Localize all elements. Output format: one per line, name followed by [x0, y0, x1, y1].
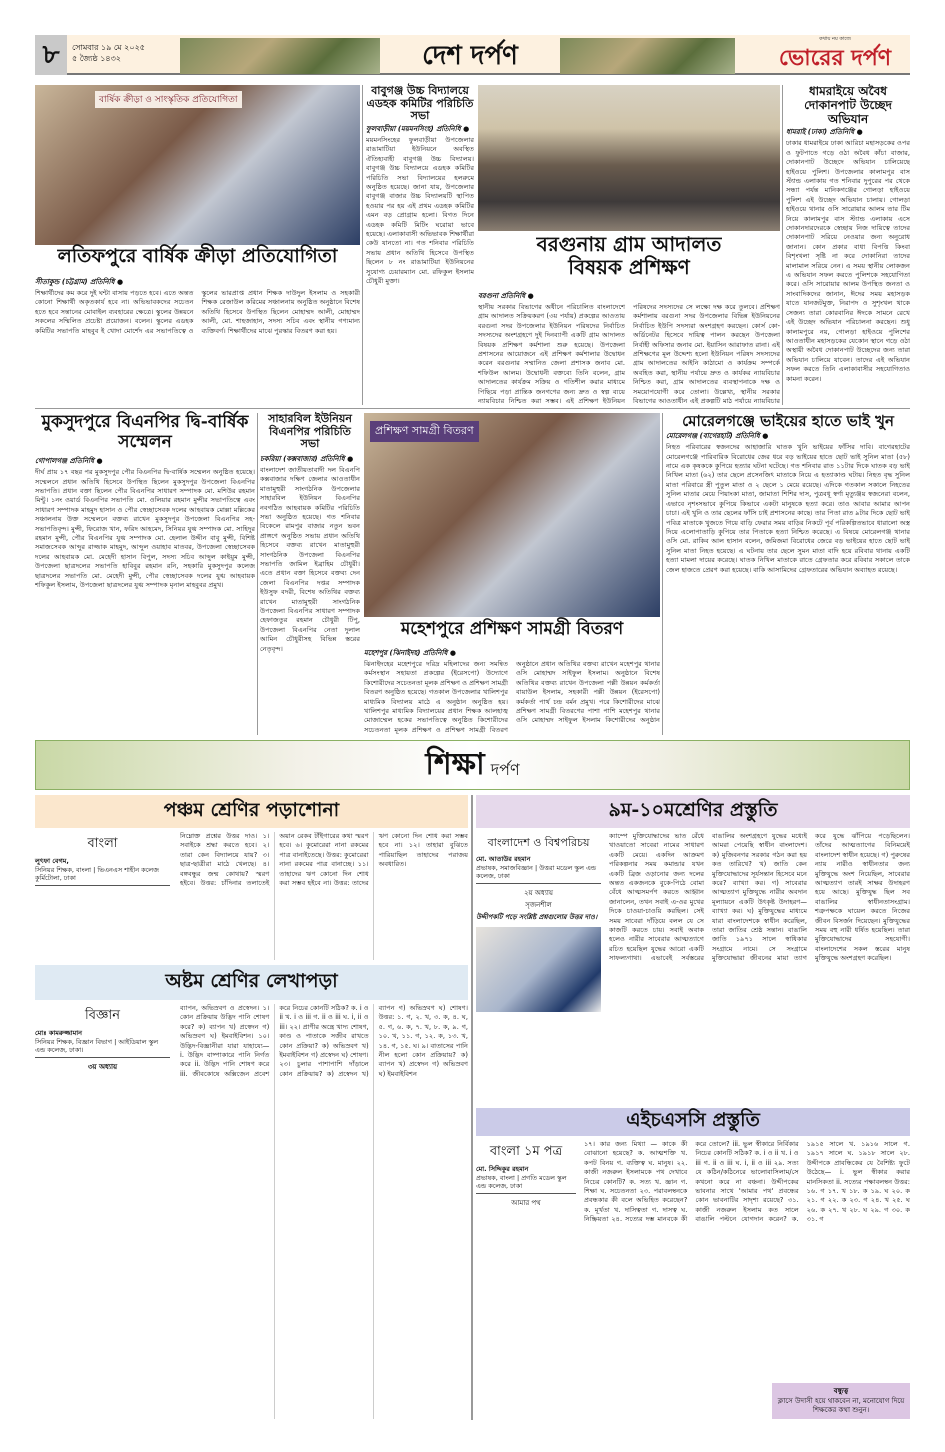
latifpur-photo — [35, 85, 360, 245]
photo-banner-text: বার্ষিক ক্রীড়া ও সাংস্কৃতিক প্রতিযোগিতা — [95, 91, 242, 108]
photo-banner-text: প্রশিক্ষণ সামগ্রী বিতরণ — [370, 421, 479, 442]
tip-box — [772, 1383, 910, 1419]
class9-10-author: মো. আতাউর রহমান — [476, 855, 531, 863]
article-body: স্থানীয় সরকার বিভাগের অধীনে পরিচালিত বাংলাদেশে গ্রাম আদালত সক্রিয়করণ (৩য় পর্যায়) প্রকল্পের আওতায় বরগুনা সদর উপজেলার ইউনিয়ন পরিষদের নির্বাচিত সদস্যদের অংশগ্রহণে দুই দিনব্যাপী একটি গ্রাম আদালত বিষয়ক প্রশিক্ষণ কর্মশালা শুরু হয়েছে। উপজেলা প্রশাসনের আয়োজনে এই প্রশিক্ষণ কর্মশালার উদ্বোধন করেন বরগুনার সম্মানিত জেলা প্রশাসক জনাব মো. শফিউল আলম। উদ্বোধনী বক্তব্যে তিনি বলেন, গ্রাম আদালতের কার্যক্রম সক্রিয় ও গতিশীল করার মাধ্যমে পিছিয়ে পড়া প্রান্তিক জনগণের জন্য দ্রুত ও স্বল্প ব্যয়ে ন্যায়বিচার নিশ্চিত করা সম্ভব। এই প্রশিক্ষণ ইউনিয়ন পরিষদের সদস্যদের সে লক্ষ্যে দক্ষ করে তুলবে। প্রশিক্ষণ কর্মশালায় বরগুনা সদর উপজেলার বিভিন্ন ইউনিয়নের নির্বাচিত ইউপি সদস্যরা অংশগ্রহণ করছেন। কোর্স কো-অর্ডিনেটর হিসেবে দায়িত্ব পালন করছেন উপজেলা নির্বাহী অফিসার জনাব মো. ইয়াসিন আরাফাত রানা। এই প্রশিক্ষণের মূল উদ্দেশ্য হলো ইউনিয়ন পরিষদ সদস্যদের গ্রাম আদালতের আইনি কাঠামো ও কার্যক্রম সম্পর্কে অবহিত করা, স্থানীয় পর্যায়ে দ্রুত ও কার্যকর ন্যায়বিচার নিশ্চিত করা, গ্রাম আদালতের ব্যবস্থাপনাকে দক্ষ ও সময়োপযোগী করে তোলা। উল্লেখ্য, স্থানীয় সরকার বিভাগের আওতাধীন এই প্রকল্পটি মাঠ পর্যায়ে ন্যায়বিচার — [478, 303, 780, 406]
header-photo-strip-right — [560, 38, 735, 74]
article-muksudpur — [35, 413, 255, 735]
headline-muksudpur: মুকসুদপুরে বিএনপির দ্বি-বার্ষিক সম্মেলন — [41, 412, 249, 452]
article-body: দীর্ঘ প্রায় ১৭ বছর পর মুকসুদপুর পৌর বিএনপির দ্বি-বার্ষিক সম্মেলন অনুষ্ঠিত হয়েছে। সম্মেলনে প্রধান অতিথি হিসেবে উপস্থিত ছিলেন মুকসুদপুর উপজেলা বিএনপির সভাপতি। প্রধান বক্তা ছিলেন পৌর বিএনপির সাধারণ সম্পাদক মো. মশিউর রহমান মিন্টু। ১নং ওয়ার্ড বিএনপির সভাপতি মো. ওলিয়ার রহমান মুন্সীর সভাপতিত্বে এবং সাধারণ সম্পাদক মাহমুদ হাসান ও পৌর স্বেচ্ছাসেবক দলের আহবায়ক মোল্লা মল্লিকের সঞ্চালনায় উক্ত সম্মেলনে বক্তব্য রাখেন মুকসুদপুর উপজেলা বিএনপির সহ-সভাপতিবৃন্দ। মুন্সী, ফিরোজ খান, ফরিদ আহমেদ, সিনিয়র যুগ্ম সম্পাদক মো. সাহিদুর রহমান মুন্সী, পৌর বিএনপির যুগ্ম সম্পাদক মো. হেলাল উদ্দীন বাবু মুন্সী, বিশিষ্ট সমাজসেবক আব্দুর রাজ্জাক মাহমুদ, আব্দুল ওয়াহাব মাতবর, উপজেলা স্বেচ্ছাসেবক দলের আহবায়ক মো. মেহেদী হাসান বিপুল, সদস্য সচিব আব্দুল কাইয়ুম মুন্সী, উপজেলা ছাত্রদলের সভাপতি হাবিবুর রহমান রনি, সহকারি মুকসুদপুর কলেজ ছাত্রদলের সভাপতি মো. মেহেদী মুন্সী, পৌর স্বেচ্ছাসেবক দলের যুগ্ম আহবায়ক শফিকুল ইসলাম, উপজেলা ছাত্রদলের যুগ্ম সম্পাদক মৃনাল মাহবুবর প্রমুখ। — [35, 468, 255, 589]
hsc-subject: বাংলা ১ম পত্র — [489, 1144, 563, 1159]
byline: বরগুনা প্রতিনিধি ● — [478, 292, 534, 300]
article-saharbil — [260, 413, 360, 735]
tip-body: ক্লাসে উদাসী হয়ে থাকবেন না, মনোযোগ দিয়ে শিক্ষকের কথা শুনুন। — [777, 1397, 905, 1414]
newspaper-logo — [760, 36, 910, 74]
class5-author-block — [35, 857, 170, 886]
class5-sidebar — [35, 832, 170, 889]
class5-author-info: সিনিয়র শিক্ষক, বাংলা | ভিএনএস শাহীন কলেজ কুর্মিটোলা, ঢাকা — [35, 865, 159, 882]
header-photo-strip-left — [180, 38, 380, 74]
class8-chapter: ৩য় অধ্যায় — [87, 1062, 118, 1071]
hsc-sidebar — [476, 1140, 576, 1209]
hsc-chapter: আমার পথ — [511, 1198, 541, 1207]
byline: গোপালগঞ্জ প্রতিনিধি ● — [35, 457, 103, 466]
class9-10-header: ৯ম-১০মশ্রেণির প্রস্তুতি — [476, 795, 910, 828]
headline-morelganj: মোরেলগঞ্জে ভাইয়ের হাতে ভাই খুন — [682, 412, 894, 430]
class8-author: মোঃ কামরুজ্জামান — [35, 1029, 82, 1037]
article-body: বাংলাদেশ জাতীয়তাবাদী দল বিএনপি কক্সবাজার দক্ষিণ জেলার আওতাধীন মাতামুহুরী সাংগঠনিক উপজেলার সাহারবিল ইউনিয়ন বিএনপির নবগঠিত আহবায়ক কমিটির পরিচিতি সভা অনুষ্ঠিত হয়েছে। গত শনিবার বিকেলে রামপুর বাজার নতুন ভবন প্রাঙ্গণে অনুষ্ঠিত সভায় প্রধান অতিথি হিসেবে বক্তব্য রাখেন মাতামুহুরী সাংগঠনিক উপজেলা বিএনপির সভাপতি জামিল ইব্রাহিম চৌধুরী। এতে প্রধান বক্তা হিসেবে বক্তব্য দেন জেলা বিএনপির দপ্তর সম্পাদক ইউসুফ বদরী, বিশেষ অতিথির বক্তব্য রাখেন মাতামুহুরী সাংগঠনিক উপজেলা বিএনপির সাধারণ সম্পাদক হেফাজতুর রহমান চৌধুরী টিপু, উপজেলা বিএনপির নেতা দুলাল আমিন চৌধুরীসহ বিভিন্ন স্তরের নেতৃবৃন্দ। — [260, 465, 360, 653]
class5-body: নিম্নোক্ত প্রশ্নের উত্তর দাও। ১। সবাইকে শ্রদ্ধা করতে হবে। ২। তারা কেন বিদ্যালয়ে যায়? ৩। ছাত্র-ছাত্রীরা মাঠে খেলছে। ৪। বঙ্গবন্ধুর জন্ম কোথায়? স্মরণ হইবে। উত্তর: চাঁদিনার তলাতেই অয়ান রেকব টাঁইগারের কথা স্মরণ হবে। ৬। কুমোরেরা নানা রকমের পাত্র বানাইতেছে। উত্তর: কুমোরেরা নানা রকমের পাত্র বানাচ্ছে। ১১। তাহাদের ঋণ কোনো দিন শোধ করা সম্ভব হইবে না। উত্তর: তাদের ঋণ কোনো দিন শোধ করা সম্ভব হবে না। ১২। তাহারা বুঝিতে পারিয়াছিল তাহাদের পরাজয় অবধারিত। — [180, 832, 468, 888]
class8-body: ব্যাপন, অভিস্রবণ ও প্রস্বেদন। ১। কোন প্রক্রিয়ায় উদ্ভিদ পানি শোষণ করে? ক) ব্যাপন খ) প্রস্বেদন গ) অভিস্রবণ ঘ) ইমবাইবিশন। ১০। উদ্ভিদ-বিজ্ঞানীরা যারা যাহায্যে— i. উদ্ভিদ বাষ্পাকারে পানি নির্গত করে ii. উদ্ভিদ পানি শোষণ করে iii. জীবকোষে অক্সিজেন প্রবেশ করে নিচের কোনটি সঠিক? ক. i ও ii খ. i ও iii গ. ii ও iii ঘ. i, ii ও iii। ২২। প্রাণীর অন্ত্রে খাদ্য শোষণ, কাণ্ড ও পাতাকে সজীব রাখতে কোন প্রক্রিয়া? ক) অভিস্রবণ খ) ইমবাইবিশন গ) প্রস্বেদন ঘ) শোষণ। ২৩। চুলার পাশাপাশি দাঁড়ালে কোন প্রক্রিয়ায়? ক) প্রস্বেদন খ) ব্যাপন গ) অভিস্রবণ ঘ) শোষণ। উত্তর: ১. গ, ২. খ, ৩. ক, ৪. ঘ, ৫. গ, ৬. ক, ৭. খ, ৮. ক, ৯. গ, ১০. খ, ১১. গ, ১২. ক, ১৩. খ, ১৪. গ, ১৫. ঘ। ৯। বাতাসের পানি নীল হলো কোন প্রক্রিয়ায়? ক) ব্যাপন খ) প্রস্বেদন গ) অভিস্রবণ ঘ) ইমবাইবিশন — [180, 1004, 468, 1078]
section-divider — [471, 795, 473, 1420]
byline: সীতাকুন্ড (চট্টগ্রাম) প্রতিনিধি ● — [35, 278, 124, 286]
column-divider — [782, 85, 783, 405]
headline-latifpur: লতিফপুরে বার্ষিক ক্রীড়া প্রতিযোগিতা — [57, 245, 338, 267]
class9-10-body: ক্যাম্পে মুক্তিযোদ্ধাদের ভাত রেঁধে খাওয়াতো সাবেরা নামের সাধারণ একটি মেয়ে। একদিন আক্রমণ পরিকল্পনার সময় কমান্ডার যখন একটি ব্রিজ ওড়ানোর জন্য দলের অন্তত একজনকে বুকে-পিঠে বোমা বেঁধে আত্মসমর্পণ করতে আহ্বান জানালেন, তখন সবাই এ-ওর মুখের দিকে চাওয়া-চাওয়ি করছিল। সেই সময় সাবেরা দাঁড়িয়ে বলল যে সে কাজটি করতে চায়। সবাই অবাক হলেও নারীর সাবেরার আত্মত্যাগে রচিত হয়েছিল যুদ্ধের আরো একটি সাফল্যগাথা। এভাবেই সর্বস্তরের বাঙালির অংশগ্রহণে যুদ্ধের মধ্যেই আমরা পেয়েছি স্বাধীন বাংলাদেশ। ক) মুজিবনগর সরকার গঠন করা হয় কত তারিখে? খ) জাতি কেন মুক্তিযোদ্ধাদের সূর্যসন্তান হিসেবে মনে করে? ব্যাখ্যা কর। গ) সাবেরার আত্মত্যাগ মুক্তিযুদ্ধে নারীর অবদান মূল্যায়নে একটি উৎকৃষ্ট উদাহরণ—ব্যাখ্যা কর। ঘ) মুক্তিযুদ্ধের মাধ্যমে যারা বাংলাদেশকে স্বাধীন করেছিল, তারা জাতির শ্রেষ্ঠ সন্তান। বাঙালি জাতি ১৯৭১ সালে স্বাধিকার সংগ্রামে নামে। সে সংগ্রামে মুক্তিযোদ্ধারা জীবনের মায়া ত্যাগ করে যুদ্ধে ঝাঁপিয়ে পড়েছিলেন। তাঁদের আত্মত্যাগের বিনিময়েই বাংলাদেশ স্বাধীন হয়েছে। গ) পুরুষের ন্যায় নারীও স্বাধীনতার জন্য মুক্তিযুদ্ধে অংশ নিয়েছিল, সাবেরার আত্মত্যাগ তারই সাক্ষর উদাহরণ হয়ে আছে। মুক্তিযুদ্ধ ছিল সব বাঙালির স্বাধীনতাসংগ্রাম। শত্রুপক্ষকে ঘায়েল করতে নিজের জীবন বিসর্জন দিয়েছেন। মুক্তিযুদ্ধের সময় বহু নারী ধর্ষিত হয়েছিল। তারা মুক্তিযোদ্ধাদের সহযোগী। বাংলাদেশের সকল স্তরের মানুষ মুক্তিযুদ্ধে অংশগ্রহণ করেছিল। — [609, 832, 910, 963]
barguna-photo — [478, 85, 780, 231]
class8-sidebar — [35, 1004, 170, 1073]
article-morelganj — [666, 413, 910, 735]
hsc-author-block — [476, 1165, 576, 1194]
headline-line: বিষয়ক প্রশিক্ষণ — [568, 255, 690, 279]
hsc-content — [476, 1140, 910, 1420]
class8-author-block — [35, 1029, 170, 1058]
page-number: ৮ — [35, 35, 67, 75]
class9-10-author-block — [476, 855, 601, 884]
article-dhamrai — [786, 85, 910, 407]
class5-author: লুৎফা বেগম, — [35, 857, 69, 865]
date-bengali: ৫ জ্যৈষ্ঠ ১৪৩২ — [72, 54, 121, 63]
class5-subject: বাংলা — [87, 836, 118, 851]
headline-barguna — [478, 233, 780, 279]
headline-line: বরগুনায় গ্রাম আদালত — [536, 232, 722, 256]
class9-10-subject: বাংলাদেশ ও বিশ্বপরিচয় — [487, 836, 590, 849]
article-babuganj — [366, 85, 474, 405]
article-body: ঢাকার ধামরাইয়ে ঢাকা আরিচা মহাসড়কের ওপর ও ফুটপাতে গড়ে ওঠা অবৈধ কাঁচা বাজার, দোকানপাট উচ্ছেদে অভিযান চালিয়েছে হাইওয়ে পুলিশ। উপজেলার কালামপুর বাস স্ট্যান্ড এলাকায় গত শনিবার দুপুরের পর থেকে সন্ধ্যা পর্যন্ত মানিকগঞ্জের গোলড়া হাইওয়ে পুলিশ এই উচ্ছেদ অভিযান চালায়। গোলড়া হাইওয়ে থানার ওসি সারোয়ার আলম তার টিম নিয়ে কালামপুর বাস স্ট্যান্ড এলাকায় এসে দোকানদারদেরকে স্বেচ্ছায় নিজ দায়িত্বে তাদের দোকানপাট সরিয়ে নেওয়ার জন্য অনুরোধ জানান। কোন প্রকার বাধা বিপত্তি কিংবা বিশৃংখলা সৃষ্টি না করে দোকানিরা তাদের মালামাল সরিয়ে নেন। এ সময় স্থানীয় লোকজন এ অভিযান সফল করতে পুলিশকে সহযোগিতা করে। ওসি সারোয়ার আলম উপস্থিত জনতা ও সাংবাদিকদের জানান, ঈদের সময় মহাসড়ক যাতে যানজটমুক্ত, নিরাপদ ও সুশৃংখল থাকে সেজন্য তারা কোরবানির ঈদকে সামনে রেখে এই উচ্ছেদ অভিযান পরিচালনা করছেন। শুধু কালামপুরে নয়, গোলড়া হাইওয়ে পুলিশের আওতাধীন মহাসড়কের যেকোন স্থানে গড়ে ওঠা অস্থায়ী অবৈধ দোকানপাট উচ্ছেদের জন্য তারা অভিযান চালিয়ে যাবেন। তাদের এই অভিযান সফল করতে তিনি এলাকাবাসীর সহযোগিতাও কামনা করেন। — [786, 139, 910, 383]
hsc-author-info: প্রভাষক, বাংলা | প্রগতি মডেল স্কুল এন্ড কলেজ, ঢাকা — [476, 1173, 567, 1190]
education-banner — [35, 740, 910, 790]
logo-tagline: কথায় নয় কাজে — [819, 36, 851, 42]
article-body: শিক্ষার্থীদের কম করে দুই ঘন্টা বাসায় পড়তে হবে। এতে অন্তত কোনো শিক্ষার্থী অকৃতকার্য হবে না। অভিভাবকদের সচেতন হতে হবে সন্তানের মোবাইল ব্যবহারের ক্ষেত্রে। স্কুলের উন্নয়নে সকলের সম্মিলিত প্রচেষ্টা প্রয়োজন। বলেন। স্কুলের এডহক কমিটির সভাপতি মাহবুব ই খোদা মোর্শেদ এর সভাপতিত্বে ও স্কুলের ভারপ্রাপ্ত প্রধান শিক্ষক দাউদুল ইসলাম ও সহকারী শিক্ষক রেজাউল করিমের সঞ্চালনায় অনুষ্ঠিত অনুষ্ঠানে বিশেষ অতিথি হিসেবে উপস্থিত ছিলেন মোহাম্মদ আলী, মোহাম্মদ আলী, মো. শাহজাহান, সদস্য সচিব এবং স্থানীয় গণ্যমান্য ব্যক্তিবর্গ। শিক্ষার্থীদের মাঝে পুরস্কার বিতরণ করা হয়। — [35, 289, 360, 335]
class9-10-author-info: প্রভাষক, সমাজবিজ্ঞান | উত্তরা মডেল স্কুল এন্ড কলেজ, ঢাকা — [476, 863, 597, 880]
row-divider — [35, 408, 910, 409]
headline-babuganj: বাবুগঞ্জ উচ্চ বিদ্যালয়ে এডহক কমিটির পরিচিতি সভা — [366, 84, 474, 123]
byline: মহেশপুর (ঝিনাইদহ) প্রতিনিধি ● — [364, 649, 457, 657]
byline: চকরিয়া (কক্সবাজার) প্রতিনিধি ● — [260, 454, 354, 463]
byline: ধামরাই (ঢাকা) প্রতিনিধি ● — [786, 128, 863, 137]
class9-10-sidebar — [476, 832, 601, 1012]
class9-10-type: সৃজনশীল — [525, 900, 552, 909]
class8-author-info: সিনিয়র শিক্ষক, বিজ্ঞান বিভাগ | আইডিয়াল স্কুল এন্ড কলেজ, ঢাকা। — [35, 1037, 159, 1054]
education-banner-title: শিক্ষা — [425, 746, 485, 782]
hsc-author: মো. সিদ্দিকুর রহমান — [476, 1165, 529, 1173]
class8-header: অষ্টম শ্রেণির লেখাপড়া — [35, 965, 468, 1000]
education-banner-subtitle: দর্পণ — [490, 759, 520, 779]
class9-10-prompt: উদ্দীপকটি পড়ে সংশ্লিষ্ট প্রশ্নগুলোর উত্তর দাও। — [476, 912, 598, 921]
article-latifpur — [35, 276, 360, 406]
hsc-body: ১৭। কার জন্য মিথ্যা — কাকে কী বোঝানো হয়েছে? ক. আত্মশক্তি খ. কপট বিনয় গ. ব্যক্তিত্ব ঘ. মানুষ। ২২. কাজী নজরুল ইসলামকে পথ দেখাবে নিচের কোনটি? ক. সত্য খ. জ্ঞান গ. শিক্ষা ঘ. সচেতনতা ২৩. পরাবলম্বনকে প্রবন্ধকার কী বলে অভিহিত করেছেন? ক. মূর্খতা খ. দাসিত্বতা গ. দাসত্ব ঘ. নিষ্ক্রিয়তা ২৪. সত্যের দম্ভ মানবকে কী করে তোলে? iii. ভুল স্বীকারে নির্বিকার নিচের কোনটি সঠিক? ক. i ও ii খ. i ও iii গ. ii ও iii ঘ. i, ii ও iii ২৯. সত্য যে কঠিন/কঠিনেরে ভালোবাসিলাম/সে কখনো করে না বঞ্চনা। উদ্দীপকের ভাবনার সাথে 'আমার পথ' প্রবন্ধের কোন ভাবনাটির সাদৃশ্য রয়েছে? ৩১. কাজী নজরুল ইসলাম কত সালে বাঙালি পল্টনে যোগদান করেন? ক. ১৯১৫ সালে খ. ১৯১৬ সালে গ. ১৯১৭ সালে ঘ. ১৯১৮ সালে ২৮. উদ্দীপকে প্রাবন্ধিকের যে বৈশিষ্ট্য ফুটে উঠেছে— i. ভুল স্বীকার করার মানসিকতা ii. সত্যের পক্ষাবলম্বন উত্তর: ১৬. গ ১৭. খ ১৮. ক ১৯. ঘ ২০. ক ২১. গ ২২. ক ২৩. গ ২৪. খ ২৫. ঘ ২৬. ক ২৭. খ ২৮. ঘ ২৯. গ ৩০. ক ৩১. গ — [584, 1140, 910, 1224]
class5-header: পঞ্চম শ্রেণির পড়াশোনা — [35, 795, 468, 828]
article-body: ঝিনাইদহের মহেশপুরে দরিদ্র মহিলাদের জন্য সমন্বিত কর্মসংস্থান সহায়তা প্রকল্পের (ইরেসপো) উদ্যোগে কিশোরীদের সচেতনতা মূলক প্রশিক্ষণ ও প্রশিক্ষণ সামগ্রী বিতরণ অনুষ্ঠিত হয়েছে। গতকাল উপজেলার খালিশপুর মাধ্যমিক বিদ্যালয় মাঠে এ অনুষ্ঠান অনুষ্ঠিত হয়। খালিশপুর মাধ্যমিক বিদ্যালয়ের প্রধান শিক্ষক আলহাজ্ব মোজাম্মেল হকের সভাপতিত্বে অনুষ্ঠিত কিশোরীদের সচেতনতা মূলক প্রশিক্ষণ ও প্রশিক্ষণ সামগ্রী বিতরণ অনুষ্ঠানে প্রধান অতিথির বক্তব্য রাখেন মহেশপুর থানার ওসি মোহাম্মদ সাইফুল ইসলাম। অনুষ্ঠানে বিশেষ অতিথির বক্তব্য রাখেন উপজেলা পল্লী উন্নয়ন কর্মকর্তা বায়াউল ইসলাম, সহকারী পল্লী উন্নয়ন (ইরেসপো) কর্মকর্তা পার্থ চন্দ্র বর্মন প্রমুখ। পরে কিশোরীদের মাঝে প্রশিক্ষণ সামগ্রী বিতরণের পাশা পাশি মহেশপুর থানার ওসি মোহাম্মদ সাইফুল ইসলাম কিশোরীদের অনুষ্ঠান — [364, 660, 660, 734]
class9-10-chapter: ২য় অধ্যায় — [523, 888, 554, 897]
article-barguna — [478, 290, 780, 406]
class8-subject: বিজ্ঞান — [85, 1008, 120, 1023]
hsc-header: এইচএসসি প্রস্তুতি — [476, 1108, 910, 1136]
column-divider — [662, 413, 663, 735]
students-photo — [476, 927, 601, 1012]
byline: মোরেলগঞ্জ (বাগেরহাট) প্রতিনিধি ● — [666, 432, 769, 441]
section-title: দেশ দর্পণ — [422, 41, 518, 71]
headline-saharbil: সাহারবিল ইউনিয়ন বিএনপির পরিচিতি সভা — [268, 412, 352, 451]
tip-title: বন্ধুত্ব — [833, 1387, 849, 1395]
headline-maheshpur: মহেশপুরে প্রশিক্ষণ সামগ্রী বিতরণ — [400, 619, 624, 639]
maheshpur-photo — [364, 413, 660, 617]
class8-content — [35, 1004, 468, 1419]
article-body: নিহত পরিবারের স্বজনদের আহাজারি ঘাতক খুনি ভাইয়ের ফাঁসির দাবি। বাগেরহাটের মোরেলগঞ্জে পারিবারিক বিরোধের জের ধরে বড় ভাইয়ের হাতে ছোট ভাই সুনিল মাতা (৫৮) নামে এক কৃষককে কুপিয়ে হত্যার ঘটনা ঘটেছে। গত শনিবার রাত ১১টার দিকে ঘাতক বড় ভাই নিখিল মাতা (৬২) তার ছেলে প্রসেনজিৎ মাতাকে নিয়ে এ হত্যাকাণ্ড ঘটায়। নিহত বৃদ্ধ সুনিল মাতা পরিবারে স্ত্রী পুতুল মাতা ও ২ ছেলে ১ মেয়ে রয়েছে। এদিকে গতকাল সকালে নিহতের সুনিল মাতার মেয়ে পিয়াংকা মাতা, জামাতা শিশির দাস, পুত্রবধূ স্বর্ণা মৃত্যুঞ্জয় স্বজনেরা বলেন, এভাবে নৃশংসভাবে কুপিয়ে কিভাবে একটা মানুষকে হত্যা করে। তাও আবার আমার আপন চাচা। এই খুনি ও তার ছেলের ফাঁসি চাই প্রশাসনের কাছে। তার পিতা রাত ৯টার দিকে ছোট ভাই পবিত্র মাতাকে খুজতে গিয়ে বাড়ি ফেরার সময় বাড়ির নিকটে পূর্ব পরিকল্পিতভাবে ধারালো অস্ত্র দিয়ে এলোপাতাড়ি কুপিয়ে তার পিতাকে হত্যা নিশ্চিত করেছে। এ বিষয়ে মোরেলগঞ্জ থানার ওসি মো. রাকিব আল হাসান বলেন, জমিজমা বিরোধের জেরে বড় ভাইয়ের হাতে ছোট ভাই সুনিল মাতা নিহত হয়েছে। এ ঘটনায় তার ছেলে সুমন মাতা বাদি হয়ে রবিবার থানায় একটি হত্যা মামলা দায়ের করেছে। ঘাতক নিখিল মাতাকে রাতে গ্রেফতার করে রবিবার সকালে তাকে জেল হাজতে প্রেরণ করা হয়েছে। বাকি আসামিদের গ্রেফতারের অভিযান অব্যাহত রয়েছে। — [666, 443, 910, 574]
article-maheshpur — [364, 647, 660, 735]
logo-text: ভোরের দর্পণ — [778, 45, 892, 71]
column-divider — [362, 85, 363, 405]
class5-content — [35, 832, 468, 960]
class9-10-content — [476, 832, 910, 1104]
article-body: ময়মনসিংহের ফুলবাড়ীয়া উপজেলার রাঙামাটিয়া ইউনিয়নে অবস্থিত ঐতিহ্যবাহী বাবুগঞ্জ উচ্চ বিদ্যালয়। বাবুগঞ্জ উচ্চ বিদ্যালয়ে এডহক কমিটির পরিচিতি সভা বিদ্যালয়ের হলরুমে অনুষ্ঠিত হয়েছে। জানা যায়, উপজেলার বাবুগঞ্জ বাজার উচ্চ বিদ্যালয়টি স্থাপিত হওয়ার পর হয় এই প্রথম এডহক কমিটির এমন বড় প্রোগ্রাম হলো। বিগত দিনে এডহক কমিটি মিটিং ঘরোয়া ভাবে হয়েছে। এলাকাবাসী অভিভাবক শিক্ষার্থীরা কেউ যানতো না। গত শনিবার পরিচিতি সভায় প্রধান অতিথি হিসেবে উপস্থিত ছিলেন ৮ নং রাঙামাটিয়া ইউনিয়নের সুযোগ্য চেয়ারম্যান মো. রফিকুল ইসলাম চৌধুরী মুক্তা। — [366, 135, 474, 286]
byline: ফুলবাড়ীয়া (ময়মনসিংহ) প্রতিনিধি ● — [366, 124, 470, 133]
date-gregorian: সোমবার ১৯ মে ২০২৫ — [72, 43, 145, 52]
column-divider — [257, 413, 258, 735]
date — [72, 42, 172, 64]
headline-dhamrai: ধামরাইয়ে অবৈধ দোকানপাট উচ্ছেদ অভিযান — [804, 84, 892, 126]
